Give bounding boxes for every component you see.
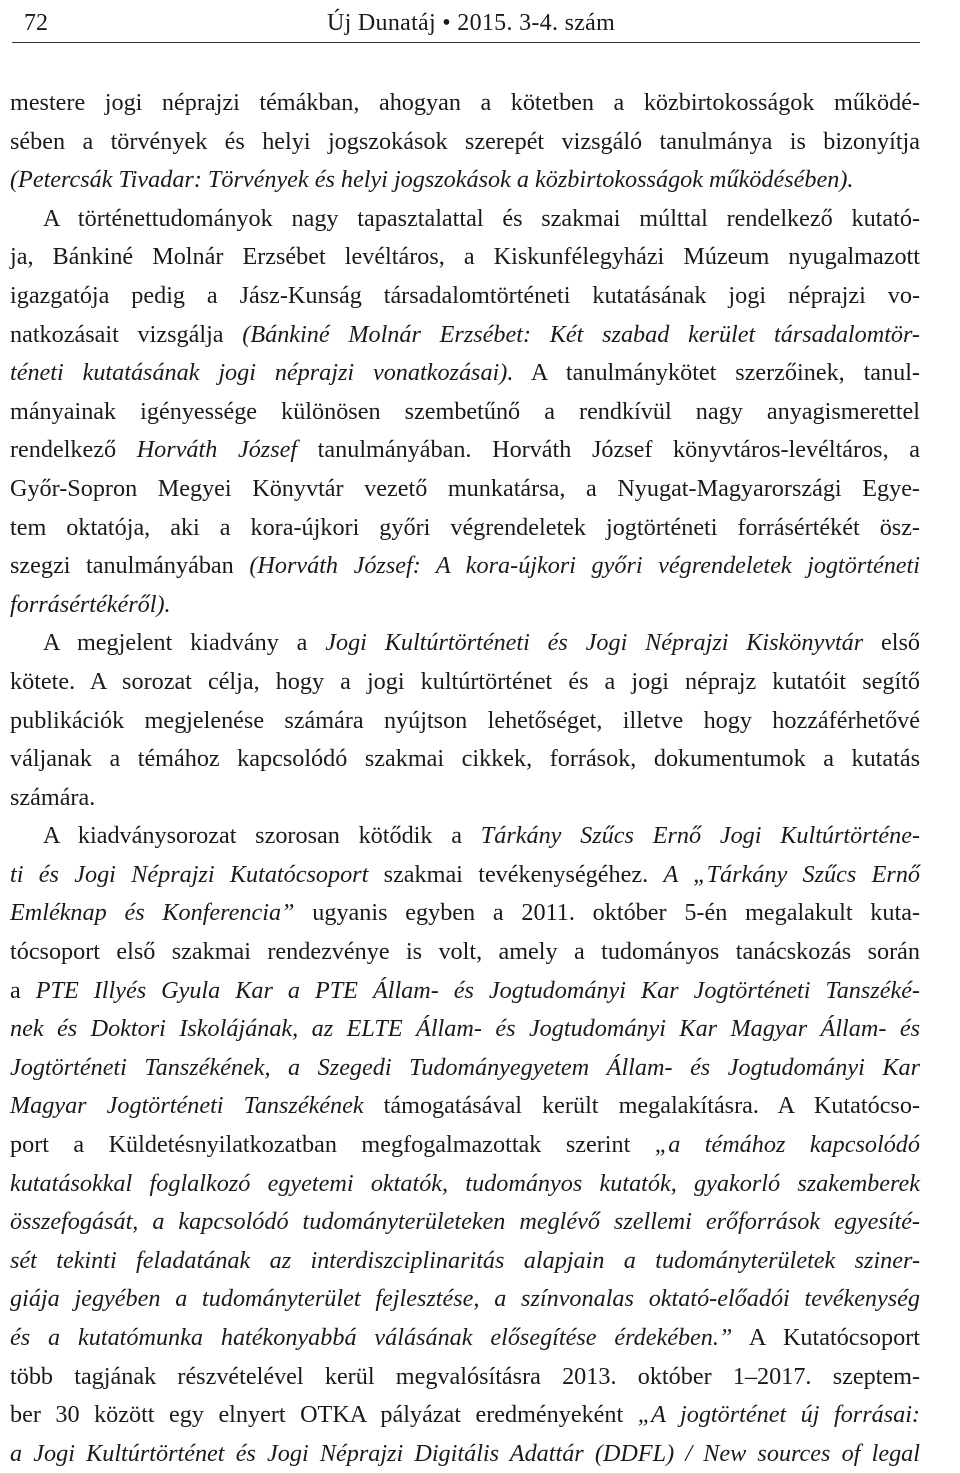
- text-segment: natkozásait vizsgálja: [10, 320, 243, 348]
- text-line: [10, 161, 920, 200]
- italic-text: összefogását, a kapcsolódó tudományterületeken meglévő szellemi erőforrások egyesíté-: [10, 1208, 920, 1236]
- text-segment: A történettudományok nagy tapasztalattal és szakmai múlttal rendelkező kutató-: [43, 204, 920, 232]
- text-segment: mestere jogi néprajzi témákban, ahogyan a kötetben a közbirtokosságok működé-: [10, 89, 920, 116]
- text-line: [10, 393, 920, 432]
- text-segment: első: [863, 629, 920, 657]
- italic-text: PTE Illyés Gyula Kar a PTE Állam- és Jogtudományi Kar Jogtörténeti Tanszéké-: [35, 976, 920, 1004]
- text-line: [10, 1435, 920, 1473]
- italic-text: sét tekinti feladatának az interdiszciplinaritás alapjain a tudományterületek sziner-: [10, 1246, 920, 1274]
- text-segment: a: [10, 976, 36, 1004]
- italic-text: nek és Doktori Iskolájának, az ELTE Állam- és Jogtudományi Kar Magyar Állam- és: [10, 1015, 920, 1043]
- text-line: [10, 663, 920, 702]
- text-segment: számára.: [10, 783, 96, 811]
- text-segment: port a Küldetésnyilatkozatban megfogalmazottak szerint: [10, 1131, 655, 1159]
- text-segment: publikációk megjelenése számára nyújtson lehetőséget, illetve hogy hozzáférhetővé: [10, 706, 920, 734]
- text-segment: ber 30 között egy elnyert OTKA pályázat eredményeként: [10, 1401, 638, 1429]
- italic-text: Tárkány Szűcs Ernő Jogi Kultúrtörténe-: [480, 822, 920, 850]
- text-segment: A tanulmánykötet szerzőinek, tanul-: [513, 359, 920, 387]
- text-line: [10, 1280, 920, 1319]
- text-segment: mányainak igényessége különösen szembetűnő a rendkívül nagy anyagismerettel: [10, 397, 920, 425]
- text-segment: tanulmányában. Horváth József könyvtáros-levéltáros, a: [297, 436, 920, 464]
- text-segment: A Kutatócsoport: [732, 1324, 920, 1351]
- text-line: [10, 1319, 920, 1358]
- text-line: [10, 624, 920, 663]
- italic-text: forrásértékéről).: [10, 590, 171, 618]
- italic-text: (Petercsák Tivadar: Törvények és helyi jogszokások a közbirtokosságok működésében).: [10, 166, 854, 194]
- text-segment: kötete. A sorozat célja, hogy a jogi kultúrtörténet és a jogi néprajz kutatóit segítő: [10, 667, 920, 695]
- text-segment: tem oktatója, aki a kora-újkori győri végrendeletek jogtörténeti forrásértékét ösz-: [10, 513, 920, 541]
- body-text: [10, 84, 920, 1473]
- text-line: [10, 972, 920, 1011]
- text-line: [10, 238, 920, 277]
- text-line: [10, 702, 920, 741]
- text-line: [10, 1396, 920, 1435]
- italic-text: Magyar Jogtörténeti Tanszékének: [10, 1092, 364, 1120]
- text-segment: ja, Bánkiné Molnár Erzsébet levéltáros, a Kiskunfélegyházi Múzeum nyugalmazott: [10, 243, 920, 271]
- italic-text: kutatásokkal foglalkozó egyetemi oktatók, tudományos kutatók, gyakorló szakemberek: [10, 1169, 920, 1197]
- italic-text: giája jegyében a tudományterület fejlesztése, a színvonalas oktató-előadói tevékenység: [10, 1285, 920, 1313]
- text-segment: több tagjának részvételével kerül megvalósításra 2013. október 1–2017. szeptem-: [10, 1362, 920, 1390]
- italic-text: (Bánkiné Molnár Erzsébet: Két szabad kerület társadalomtör-: [242, 320, 920, 348]
- text-line: [10, 586, 920, 625]
- text-line: [10, 431, 920, 470]
- running-head: Új Dunatáj • 2015. 3-4. szám: [327, 10, 616, 36]
- header-rule: [12, 42, 920, 43]
- text-line: [10, 1242, 920, 1281]
- text-line: [10, 1126, 920, 1165]
- text-line: [10, 933, 920, 972]
- italic-text: ti és Jogi Néprajzi Kutatócsoport: [10, 860, 369, 888]
- text-line: [10, 547, 920, 586]
- text-segment: igazgatója pedig a Jász-Kunság társadalomtörténeti kutatásának jogi néprajzi vo-: [10, 281, 920, 309]
- italic-text: téneti kutatásának jogi néprajzi vonatkozásai).: [10, 359, 514, 387]
- text-line: [10, 1087, 920, 1126]
- text-segment: szakmai tevékenységéhez.: [368, 860, 664, 888]
- text-line: [10, 509, 920, 548]
- text-line: [10, 200, 920, 239]
- italic-text: A „Tárkány Szűcs Ernő: [663, 860, 921, 888]
- italic-text: és a kutatómunka hatékonyabbá válásának elősegítése érdekében.”: [10, 1324, 733, 1351]
- text-segment: tócsoport első szakmai rendezvénye is volt, amely a tudományos tanácskozás során: [10, 938, 920, 966]
- text-segment: váljanak a témához kapcsolódó szakmai cikkek, források, dokumentumok a kutatás: [10, 745, 920, 773]
- text-line: [10, 740, 920, 779]
- text-line: [10, 1165, 920, 1204]
- text-segment: rendelkező: [10, 436, 137, 464]
- text-line: [10, 779, 920, 818]
- text-line: [10, 856, 920, 895]
- text-segment: sében a törvények és helyi jogszokások szerepét vizsgáló tanulmánya is bizonyítja: [10, 127, 920, 155]
- text-line: [10, 354, 920, 393]
- italic-text: a Jogi Kultúrtörténet és Jogi Néprajzi Digitális Adattár (DDFL) / New sources of legal: [10, 1439, 920, 1467]
- italic-text: „a témához kapcsolódó: [654, 1131, 920, 1159]
- text-line: [10, 123, 920, 162]
- text-line: [10, 1049, 920, 1088]
- text-line: [10, 277, 920, 316]
- text-segment: A kiadványsorozat szorosan kötődik a: [43, 822, 481, 850]
- text-segment: szegzi tanulmányában: [10, 552, 250, 580]
- text-line: [10, 84, 920, 123]
- text-line: [10, 470, 920, 509]
- text-segment: A megjelent kiadvány a: [43, 629, 326, 657]
- page-header: [12, 6, 918, 40]
- text-segment: Győr-Sopron Megyei Könyvtár vezető munkatársa, a Nyugat-Magyarországi Egye-: [10, 474, 920, 502]
- italic-text: Horváth József: [136, 436, 298, 464]
- text-line: [10, 894, 920, 933]
- page-number: 72: [24, 10, 48, 36]
- italic-text: Jogtörténeti Tanszékének, a Szegedi Tudományegyetem Állam- és Jogtudományi Kar: [10, 1053, 920, 1081]
- text-segment: ugyanis egyben a 2011. október 5-én megalakult kuta-: [294, 899, 920, 927]
- text-line: [10, 1358, 920, 1397]
- italic-text: „A jogtörténet új forrásai:: [637, 1401, 920, 1429]
- text-line: [10, 817, 920, 856]
- text-segment: támogatásával került megalakításra. A Kutatócso-: [363, 1092, 920, 1120]
- italic-text: Emléknap és Konferencia”: [10, 899, 295, 927]
- text-line: [10, 1010, 920, 1049]
- italic-text: (Horváth József: A kora-újkori győri végrendeletek jogtörténeti: [249, 552, 920, 580]
- text-line: [10, 1203, 920, 1242]
- text-line: [10, 316, 920, 355]
- italic-text: Jogi Kultúrtörténeti és Jogi Néprajzi Kiskönyvtár: [325, 629, 864, 657]
